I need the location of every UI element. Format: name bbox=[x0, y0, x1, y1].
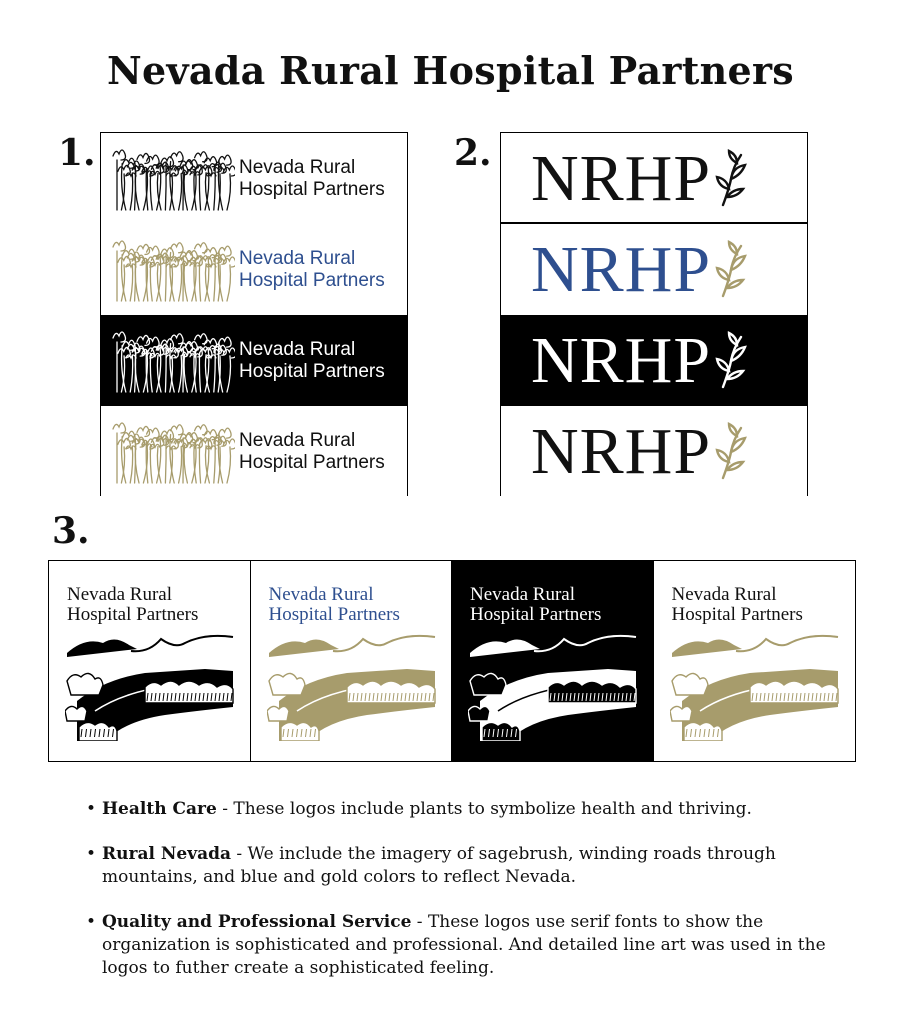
landscape-variant bbox=[251, 561, 453, 761]
sagebrush-icon bbox=[111, 417, 235, 487]
list-item bbox=[86, 911, 846, 980]
bullet-text: - We include the imagery of sagebrush, winding roads through mountains, and blue and gold colors to reflect Nevada. bbox=[102, 844, 776, 887]
bullet-heading: Health Care bbox=[102, 799, 217, 819]
logo-wordmark bbox=[239, 339, 385, 383]
wordmark-line-1: Nevada Rural bbox=[239, 156, 356, 178]
logo-wordmark bbox=[239, 248, 385, 292]
monogram-variant bbox=[501, 315, 807, 406]
logo-wordmark bbox=[672, 585, 803, 625]
wordmark-line-1: Nevada Rural bbox=[239, 429, 356, 451]
monogram-variant bbox=[501, 133, 807, 224]
list-item bbox=[86, 798, 846, 821]
logo-wordmark bbox=[239, 157, 385, 201]
monogram-text: NRHP bbox=[531, 232, 712, 306]
logo-variant bbox=[101, 224, 407, 315]
landscape-icon bbox=[65, 631, 235, 741]
section-1-number: 1. bbox=[58, 132, 96, 174]
logo-wordmark bbox=[67, 585, 198, 625]
page-title: Nevada Rural Hospital Partners bbox=[106, 48, 794, 93]
wordmark-line-2: Hospital Partners bbox=[268, 604, 400, 625]
bullet-heading: Rural Nevada bbox=[102, 844, 231, 864]
bullet-text: - These logos use serif fonts to show the organization is sophisticated and professional. And detailed line art was used in the logos to futher create a sophisticated feeling. bbox=[102, 912, 826, 978]
logo-wordmark bbox=[239, 430, 385, 474]
landscape-icon bbox=[468, 631, 638, 741]
logo-set-landscape bbox=[48, 560, 856, 762]
logo-set-monogram bbox=[500, 132, 808, 496]
landscape-variant bbox=[49, 561, 251, 761]
wordmark-line-2: Hospital Partners bbox=[239, 451, 385, 473]
landscape-icon bbox=[267, 631, 437, 741]
section-2-number: 2. bbox=[454, 132, 492, 174]
leaf-sprig-icon bbox=[715, 149, 755, 209]
landscape-variant bbox=[452, 561, 654, 761]
landscape-icon bbox=[670, 631, 840, 741]
sagebrush-icon bbox=[111, 326, 235, 396]
sagebrush-icon bbox=[111, 235, 235, 305]
monogram-variant bbox=[501, 224, 807, 315]
bullet-heading: Quality and Professional Service bbox=[102, 912, 412, 932]
landscape-variant bbox=[654, 561, 856, 761]
wordmark-line-1: Nevada Rural bbox=[239, 247, 356, 269]
bullet-text: - These logos include plants to symbolize health and thriving. bbox=[216, 799, 752, 819]
sagebrush-icon bbox=[111, 144, 235, 214]
wordmark-line-2: Hospital Partners bbox=[239, 360, 385, 382]
logo-variant bbox=[101, 406, 407, 497]
leaf-sprig-icon bbox=[715, 240, 755, 300]
wordmark-line-2: Hospital Partners bbox=[67, 604, 199, 625]
wordmark-line-2: Hospital Partners bbox=[671, 604, 803, 625]
logo-set-sagebrush bbox=[100, 132, 408, 496]
leaf-sprig-icon bbox=[715, 422, 755, 482]
monogram-variant bbox=[501, 406, 807, 497]
rationale-list bbox=[86, 798, 846, 1002]
wordmark-line-2: Hospital Partners bbox=[470, 604, 602, 625]
wordmark-line-1: Nevada Rural bbox=[239, 338, 356, 360]
leaf-sprig-icon bbox=[715, 331, 755, 391]
logo-wordmark bbox=[470, 585, 601, 625]
monogram-text: NRHP bbox=[531, 414, 712, 488]
wordmark-line-1: Nevada Rural bbox=[67, 584, 172, 605]
wordmark-line-2: Hospital Partners bbox=[239, 178, 385, 200]
wordmark-line-1: Nevada Rural bbox=[671, 584, 777, 605]
wordmark-line-2: Hospital Partners bbox=[239, 269, 385, 291]
logo-variant bbox=[101, 133, 407, 224]
section-3-number: 3. bbox=[52, 510, 90, 552]
monogram-text: NRHP bbox=[531, 323, 712, 397]
monogram-text: NRHP bbox=[531, 141, 712, 215]
wordmark-line-1: Nevada Rural bbox=[470, 584, 575, 605]
logo-variant bbox=[101, 315, 407, 406]
wordmark-line-1: Nevada Rural bbox=[268, 584, 374, 605]
logo-wordmark bbox=[269, 585, 400, 625]
list-item bbox=[86, 843, 846, 889]
